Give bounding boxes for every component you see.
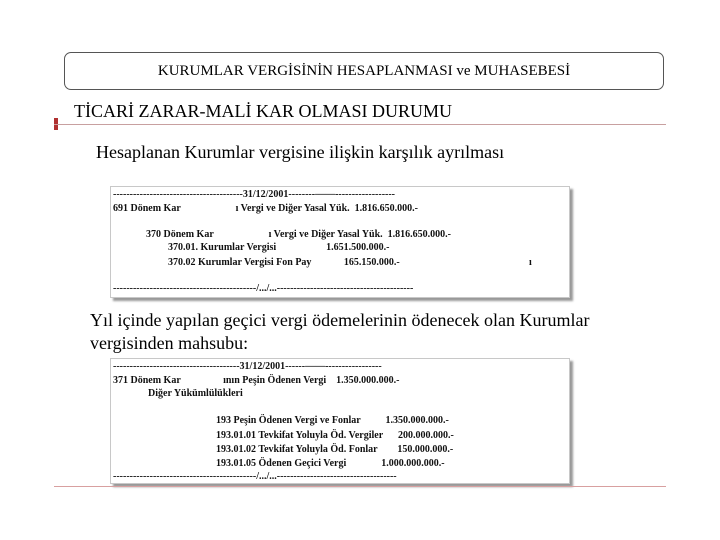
journal-line: -------------------------------------------/.../...----------------------------------------- (113, 283, 414, 294)
journal-line: ---------------------------------------31/12/2001--------——------------------ (113, 189, 396, 200)
subtitle-underline (54, 124, 666, 125)
journal-line: --------------------------------------31/12/2001------——----------------- (113, 361, 382, 372)
journal-line: 691 Dönem Kar ı Vergi ve Diğer Yasal Yük. 1.816.650.000.- (113, 203, 418, 214)
journal-line: 371 Dönem Kar ının Peşin Ödenen Vergi 1.350.000.000.- (113, 375, 400, 386)
bottom-rule (54, 486, 666, 487)
journal-line: 370.01. Kurumlar Vergisi 1.651.500.000.- (168, 242, 390, 253)
section1-heading: Hesaplanan Kurumlar vergisine ilişkin karşılık ayrılması (96, 142, 505, 162)
slide-title-box (64, 52, 664, 90)
journal-line: 193.01.02 Tevkifat Yoluyla Öd. Fonlar 150.000.000.- (216, 444, 454, 455)
journal-line: 193 Peşin Ödenen Vergi ve Fonlar 1.350.000.000.- (216, 415, 449, 426)
journal-mark: ı (529, 257, 532, 268)
journal-line: -------------------------------------------/.../...------------------------------------ (113, 471, 397, 482)
journal-line: Diğer Yükümlülükleri (148, 388, 243, 399)
journal-line: 370.02 Kurumlar Vergisi Fon Pay 165.150.000.- (168, 257, 400, 268)
journal-entry-1 (110, 186, 570, 298)
journal-line: 193.01.05 Ödenen Geçici Vergi 1.000.000.000.- (216, 458, 445, 469)
journal-entry-2 (110, 358, 570, 484)
slide-subtitle: TİCARİ ZARAR-MALİ KAR OLMASI DURUMU (74, 101, 452, 121)
journal-line: 370 Dönem Kar ı Vergi ve Diğer Yasal Yük. 1.816.650.000.- (146, 229, 451, 240)
section2-heading: Yıl içinde yapılan geçici vergi ödemelerinin ödenecek olan Kurumlar vergisinden mahsubu: (90, 310, 590, 353)
slide-title: KURUMLAR VERGİSİNİN HESAPLANMASI ve MUHASEBESİ (157, 62, 571, 79)
journal-line: 193.01.01 Tevkifat Yoluyla Öd. Vergiler 200.000.000.- (216, 430, 454, 441)
